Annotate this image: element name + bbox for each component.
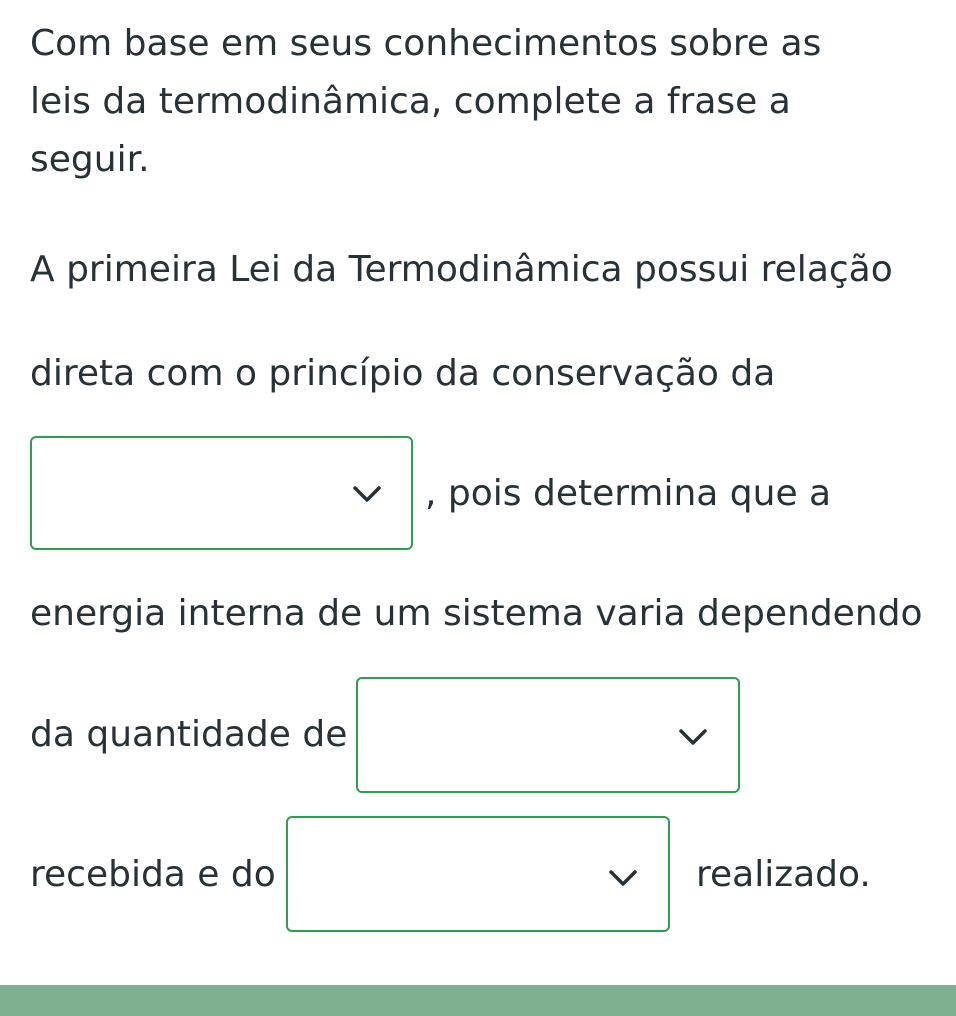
footer-bar [0, 985, 956, 1016]
sentence-line-2: direta com o princípio da conservação da [30, 353, 776, 394]
dropdown-blank-1[interactable] [30, 436, 413, 550]
sentence-before-dropdown-2: da quantidade de [30, 714, 348, 755]
sentence-after-dropdown-1: , pois determina que a [425, 473, 832, 514]
sentence-before-dropdown-3: recebida e do [30, 854, 276, 895]
chevron-down-icon [608, 868, 638, 888]
dropdown-blank-3[interactable] [286, 816, 670, 932]
question-intro-line-2: leis da termodinâmica, complete a frase a [30, 81, 791, 122]
sentence-line-1: A primeira Lei da Termodinâmica possui relação [30, 249, 893, 290]
sentence-line-4: energia interna de um sistema varia dependendo [30, 593, 923, 634]
question-intro-line-1: Com base em seus conhecimentos sobre as [30, 23, 822, 64]
chevron-down-icon [352, 484, 382, 504]
question-intro-line-3: seguir. [30, 139, 150, 180]
chevron-down-icon [678, 727, 708, 747]
sentence-after-dropdown-3: realizado. [696, 854, 871, 895]
dropdown-blank-2[interactable] [356, 677, 740, 793]
